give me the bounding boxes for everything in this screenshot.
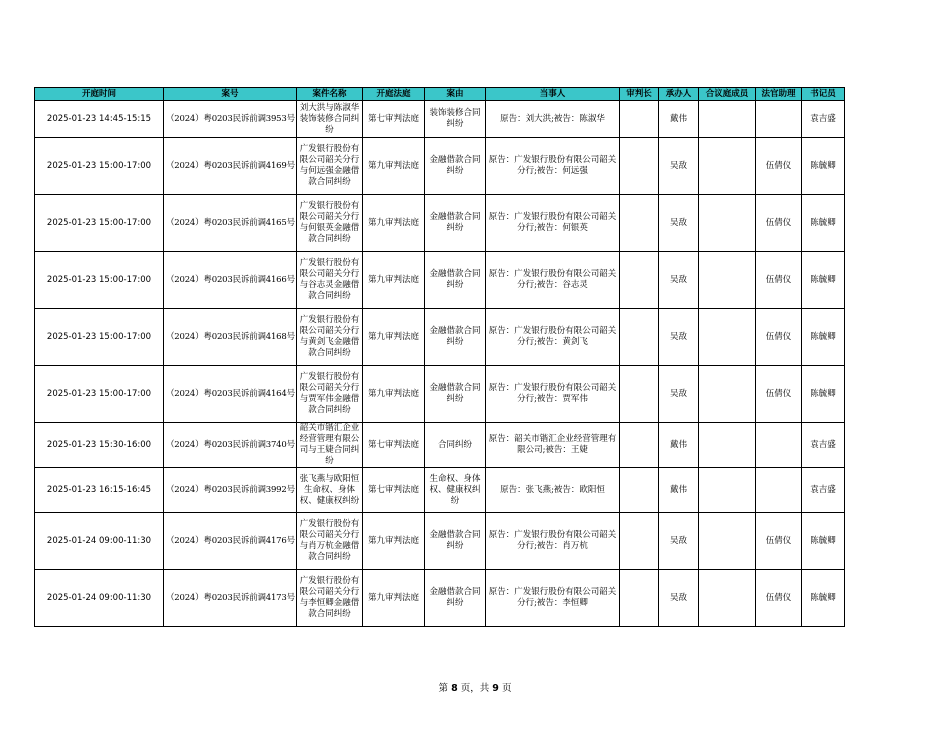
handler: 吴敌 — [659, 513, 699, 570]
judge-assistant: 伍倩仪 — [756, 195, 802, 252]
courtroom: 第九审判法庭 — [363, 252, 425, 309]
courtroom: 第九审判法庭 — [363, 366, 425, 423]
parties: 原告：广发银行股份有限公司韶关分行;被告：何远强 — [486, 138, 620, 195]
panel-members — [699, 513, 756, 570]
courtroom: 第九审判法庭 — [363, 195, 425, 252]
courtroom: 第七审判法庭 — [363, 423, 425, 468]
header-hearing-time: 开庭时间 — [35, 88, 164, 101]
case-cause: 金融借款合同纠纷 — [425, 252, 486, 309]
header-courtroom: 开庭法庭 — [363, 88, 425, 101]
clerk: 陈毓卿 — [802, 570, 845, 627]
clerk: 陈毓卿 — [802, 366, 845, 423]
footer-prefix: 第 — [438, 683, 449, 694]
courtroom: 第九审判法庭 — [363, 138, 425, 195]
panel-members — [699, 468, 756, 513]
clerk: 陈毓卿 — [802, 252, 845, 309]
table-row — [35, 138, 845, 195]
clerk: 袁吉盛 — [802, 468, 845, 513]
case-name: 韶关市锴汇企业经营管理有限公司与王婕合同纠纷 — [297, 423, 363, 468]
presiding-judge — [620, 468, 659, 513]
hearing-time: 2025-01-23 14:45-15:15 — [35, 101, 164, 138]
hearing-time: 2025-01-24 09:00-11:30 — [35, 570, 164, 627]
presiding-judge — [620, 101, 659, 138]
footer-suffix: 页 — [501, 683, 512, 694]
presiding-judge — [620, 423, 659, 468]
page-footer — [0, 680, 950, 694]
header-case-number: 案号 — [164, 88, 297, 101]
panel-members — [699, 423, 756, 468]
case-name: 广发银行股份有限公司韶关分行与李恒卿金融借款合同纠纷 — [297, 570, 363, 627]
hearing-schedule-table — [34, 87, 845, 627]
presiding-judge — [620, 309, 659, 366]
handler: 吴敌 — [659, 195, 699, 252]
panel-members — [699, 138, 756, 195]
case-number: （2024）粤0203民诉前调4173号 — [164, 570, 297, 627]
table-row — [35, 101, 845, 138]
header-panel-members: 合议庭成员 — [699, 88, 756, 101]
handler: 戴伟 — [659, 101, 699, 138]
courtroom: 第九审判法庭 — [363, 513, 425, 570]
hearing-time: 2025-01-23 16:15-16:45 — [35, 468, 164, 513]
header-parties: 当事人 — [486, 88, 620, 101]
handler: 吴敌 — [659, 252, 699, 309]
clerk: 陈毓卿 — [802, 195, 845, 252]
header-judge-assistant: 法官助理 — [756, 88, 802, 101]
presiding-judge — [620, 138, 659, 195]
clerk: 陈毓卿 — [802, 513, 845, 570]
hearing-time: 2025-01-23 15:30-16:00 — [35, 423, 164, 468]
judge-assistant: 伍倩仪 — [756, 138, 802, 195]
case-cause: 金融借款合同纠纷 — [425, 309, 486, 366]
current-page-number: 8 — [451, 683, 458, 694]
table-row — [35, 309, 845, 366]
case-cause: 合同纠纷 — [425, 423, 486, 468]
panel-members — [699, 252, 756, 309]
table-row — [35, 252, 845, 309]
courtroom: 第七审判法庭 — [363, 468, 425, 513]
case-cause: 金融借款合同纠纷 — [425, 138, 486, 195]
case-name: 广发银行股份有限公司韶关分行与黄剑飞金融借款合同纠纷 — [297, 309, 363, 366]
case-cause: 金融借款合同纠纷 — [425, 195, 486, 252]
presiding-judge — [620, 513, 659, 570]
judge-assistant: 伍倩仪 — [756, 570, 802, 627]
panel-members — [699, 366, 756, 423]
case-cause: 金融借款合同纠纷 — [425, 513, 486, 570]
judge-assistant: 伍倩仪 — [756, 309, 802, 366]
header-cause: 案由 — [425, 88, 486, 101]
panel-members — [699, 195, 756, 252]
case-number: （2024）粤0203民诉前调4165号 — [164, 195, 297, 252]
case-number: （2024）粤0203民诉前调3740号 — [164, 423, 297, 468]
case-cause: 生命权、身体权、健康权纠纷 — [425, 468, 486, 513]
case-number: （2024）粤0203民诉前调3992号 — [164, 468, 297, 513]
table-row — [35, 195, 845, 252]
case-name: 广发银行股份有限公司韶关分行与何银英金融借款合同纠纷 — [297, 195, 363, 252]
parties: 原告：广发银行股份有限公司韶关分行;被告：何银英 — [486, 195, 620, 252]
handler: 吴敌 — [659, 366, 699, 423]
hearing-time: 2025-01-23 15:00-17:00 — [35, 252, 164, 309]
total-page-count: 9 — [492, 683, 499, 694]
judge-assistant — [756, 101, 802, 138]
header-clerk: 书记员 — [802, 88, 845, 101]
case-number: （2024）粤0203民诉前调4168号 — [164, 309, 297, 366]
clerk: 陈毓卿 — [802, 138, 845, 195]
case-cause: 金融借款合同纠纷 — [425, 366, 486, 423]
header-presiding-judge: 审判长 — [620, 88, 659, 101]
table-row — [35, 513, 845, 570]
parties: 原告：广发银行股份有限公司韶关分行;被告：李恒卿 — [486, 570, 620, 627]
table-row — [35, 468, 845, 513]
courtroom: 第九审判法庭 — [363, 570, 425, 627]
handler: 吴敌 — [659, 138, 699, 195]
handler: 吴敌 — [659, 570, 699, 627]
courtroom: 第九审判法庭 — [363, 309, 425, 366]
presiding-judge — [620, 570, 659, 627]
clerk: 袁吉盛 — [802, 101, 845, 138]
panel-members — [699, 570, 756, 627]
table-row — [35, 423, 845, 468]
case-name: 广发银行股份有限公司韶关分行与贾军伟金融借款合同纠纷 — [297, 366, 363, 423]
case-name: 张飞燕与欧阳恒生命权、身体权、健康权纠纷 — [297, 468, 363, 513]
case-name: 广发银行股份有限公司韶关分行与谷志灵金融借款合同纠纷 — [297, 252, 363, 309]
parties: 原告：韶关市锴汇企业经营管理有限公司;被告：王婕 — [486, 423, 620, 468]
judge-assistant: 伍倩仪 — [756, 366, 802, 423]
handler: 戴伟 — [659, 423, 699, 468]
parties: 原告：广发银行股份有限公司韶关分行;被告：肖万杭 — [486, 513, 620, 570]
presiding-judge — [620, 195, 659, 252]
clerk: 陈毓卿 — [802, 309, 845, 366]
courtroom: 第七审判法庭 — [363, 101, 425, 138]
panel-members — [699, 101, 756, 138]
table-row — [35, 570, 845, 627]
parties: 原告：刘大洪;被告：陈淑华 — [486, 101, 620, 138]
judge-assistant: 伍倩仪 — [756, 252, 802, 309]
case-number: （2024）粤0203民诉前调4166号 — [164, 252, 297, 309]
header-case-name: 案件名称 — [297, 88, 363, 101]
table-header-row — [35, 88, 845, 101]
judge-assistant — [756, 468, 802, 513]
case-name: 广发银行股份有限公司韶关分行与肖万杭金融借款合同纠纷 — [297, 513, 363, 570]
handler: 吴敌 — [659, 309, 699, 366]
judge-assistant: 伍倩仪 — [756, 513, 802, 570]
case-cause: 装饰装修合同纠纷 — [425, 101, 486, 138]
header-handler: 承办人 — [659, 88, 699, 101]
parties: 原告：广发银行股份有限公司韶关分行;被告：贾军伟 — [486, 366, 620, 423]
footer-middle: 页，共 — [460, 683, 490, 694]
clerk: 袁吉盛 — [802, 423, 845, 468]
hearing-time: 2025-01-24 09:00-11:30 — [35, 513, 164, 570]
case-number: （2024）粤0203民诉前调4164号 — [164, 366, 297, 423]
judge-assistant — [756, 423, 802, 468]
case-name: 广发银行股份有限公司韶关分行与何远强金融借款合同纠纷 — [297, 138, 363, 195]
presiding-judge — [620, 252, 659, 309]
case-number: （2024）粤0203民诉前调4169号 — [164, 138, 297, 195]
table-row — [35, 366, 845, 423]
hearing-time: 2025-01-23 15:00-17:00 — [35, 366, 164, 423]
case-cause: 金融借款合同纠纷 — [425, 570, 486, 627]
case-number: （2024）粤0203民诉前调4176号 — [164, 513, 297, 570]
case-name: 刘大洪与陈淑华装饰装修合同纠纷 — [297, 101, 363, 138]
parties: 原告：广发银行股份有限公司韶关分行;被告：黄剑飞 — [486, 309, 620, 366]
handler: 戴伟 — [659, 468, 699, 513]
hearing-time: 2025-01-23 15:00-17:00 — [35, 138, 164, 195]
presiding-judge — [620, 366, 659, 423]
hearing-time: 2025-01-23 15:00-17:00 — [35, 195, 164, 252]
parties: 原告：广发银行股份有限公司韶关分行;被告：谷志灵 — [486, 252, 620, 309]
hearing-time: 2025-01-23 15:00-17:00 — [35, 309, 164, 366]
case-number: （2024）粤0203民诉前调3953号 — [164, 101, 297, 138]
panel-members — [699, 309, 756, 366]
parties: 原告：张飞燕;被告：欧阳恒 — [486, 468, 620, 513]
